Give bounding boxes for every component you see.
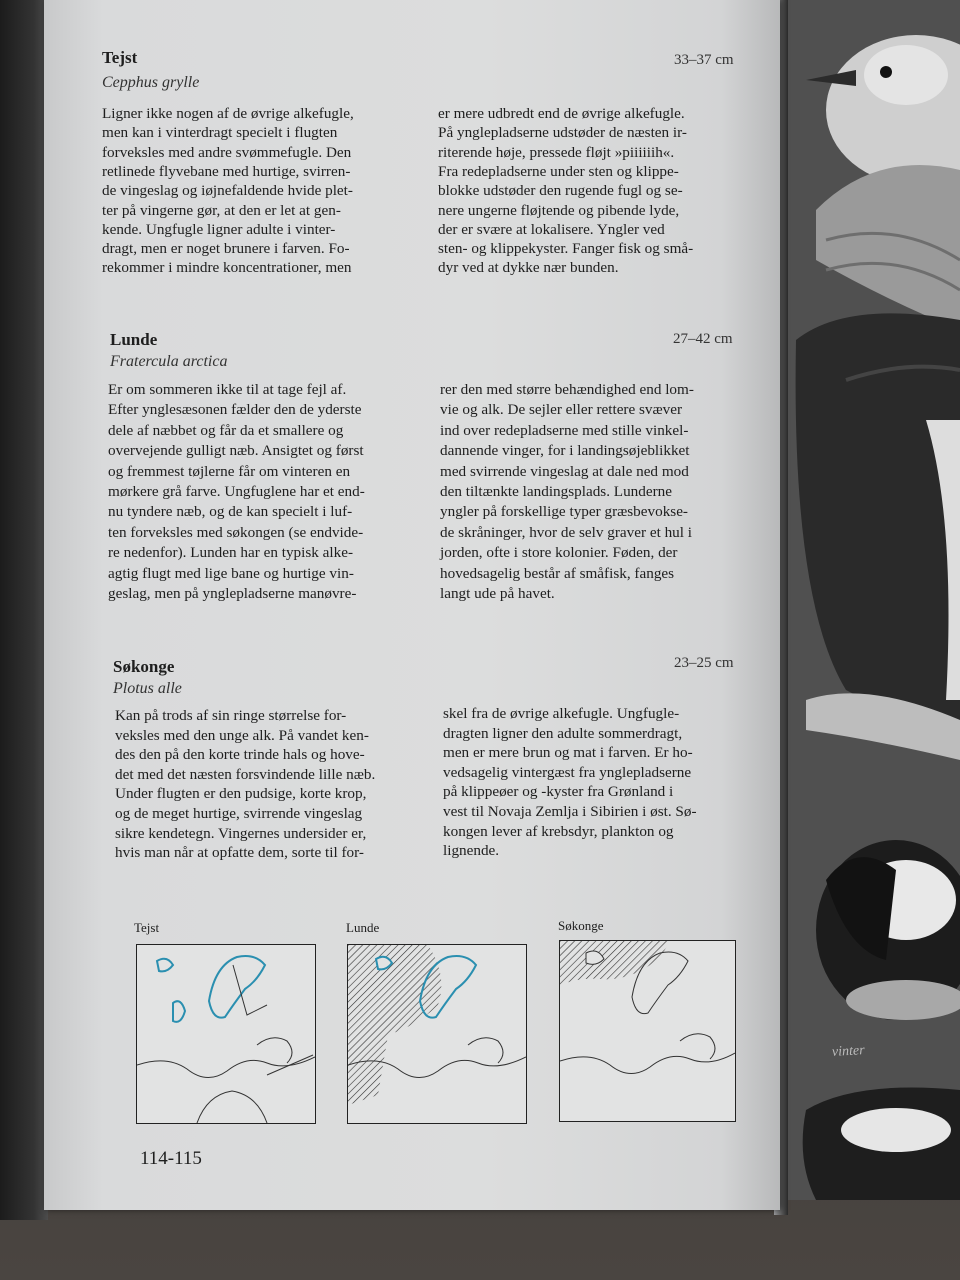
body-text-line: kende. Ungfugle ligner adulte i vinter- (102, 220, 336, 238)
body-text-line: hovedsagelig består af småfisk, fanges (440, 564, 675, 582)
body-text-line: men er mere brun og mat i farven. Er ho- (443, 744, 693, 762)
plate-caption: vinter (831, 1043, 866, 1060)
body-text-line: dyr ved at dykke nær bunden. (438, 259, 619, 277)
body-text-line: re nedenfor). Lunden har en typisk alke- (108, 544, 354, 562)
range-map-tejst (136, 944, 316, 1124)
body-text-line: skel fra de øvrige alkefugle. Ungfugle- (443, 705, 680, 722)
body-text-line: men kan i vinterdragt specielt i flugten (102, 124, 338, 142)
body-text-line: der er svære at lokalisere. Yngler ved (438, 220, 665, 238)
species-name: Lunde (110, 330, 158, 349)
page-number: 114-115 (140, 1148, 202, 1169)
body-text-line: blokke udstøder den rugende fugl og se- (438, 182, 683, 200)
species-latin-name: Plotus alle (113, 680, 182, 697)
species-name: Tejst (102, 48, 138, 67)
species-latin-name: Cepphus grylle (102, 74, 200, 91)
body-text-line: dragt, men er noget brunere i farven. Fo- (102, 240, 350, 258)
map-label: Tejst (134, 920, 160, 935)
bird-illustration-plate (786, 0, 960, 1200)
body-text-line: rekommer i mindre koncentrationer, men (102, 259, 352, 277)
body-text-line: Ligner ikke nogen af de øvrige alkefugle, (102, 105, 354, 122)
bird-illustration (786, 0, 960, 1200)
map-label: Lunde (346, 920, 380, 935)
body-text-line: Efter ynglesæsonen fælder den de yderste (108, 401, 362, 419)
body-text-line: dannende vinger, for i landingsøjeblikket (440, 442, 690, 460)
species-latin-name: Fratercula arctica (110, 353, 228, 370)
species-size: 33–37 cm (674, 52, 734, 68)
body-text-line: veksles med den unge alk. På vandet ken- (115, 726, 369, 744)
body-text-line: kongen lever af krebsdyr, plankton og (443, 822, 674, 840)
species-name: Søkonge (113, 657, 175, 676)
body-text-line: Fra redepladserne under sten og klippe- (438, 162, 679, 180)
body-text-line: mørkere grå farve. Ungfuglene har et end- (108, 483, 365, 500)
body-text-line: ten forveksles med søkongen (se endvide- (108, 523, 364, 541)
body-text-line: ter på vingerne gør, at den er let at gen- (102, 201, 341, 219)
body-text-line: jorden, ofte i store kolonier. Føden, der (440, 544, 678, 562)
body-text-line: yngler på forskellige typer græsbevokse- (440, 503, 688, 521)
species-size: 27–42 cm (673, 331, 733, 347)
body-text-line: på klippeøer og -kyster fra Grønland i (443, 783, 674, 801)
body-text-line: langt ude på havet. (440, 585, 555, 602)
map-label: Søkonge (558, 918, 604, 933)
body-text-line: sten- og klippekyster. Fanger fisk og små- (438, 240, 694, 258)
body-text-line: med svirrende vingeslag at dale ned mod (440, 462, 689, 480)
species-size: 23–25 cm (674, 655, 734, 671)
body-text-line: den tiltænkte landingsplads. Lunderne (440, 483, 672, 500)
body-text-line: vest til Novaja Zemlja i Sibirien i øst. Sø- (443, 803, 697, 820)
body-text-line: dragten ligner den adulte sommerdragt, (443, 724, 683, 742)
body-text-line: forveksles med andre svømmefugle. Den (102, 143, 352, 161)
body-text-line: geslag, men på ynglepladserne manøvre- (108, 585, 357, 602)
left-page-edge (0, 0, 48, 1220)
body-text-line: overvejende gulligt næb. Ansigtet og først (108, 442, 364, 460)
body-text-line: er mere udbredt end de øvrige alkefugle. (438, 105, 685, 122)
body-text-line: retlinede flyvebane med hurtige, svirren- (102, 162, 351, 180)
body-text-line: ind over redepladserne med stille vinkel- (440, 421, 689, 439)
body-text-line: og fremmest tøjlerne får om vinteren en (108, 462, 351, 480)
body-text-line: nu tyndere næb, og de kan specielt i luf- (108, 503, 353, 521)
body-text-line: hvis man når at opfatte dem, sorte til for- (115, 844, 364, 862)
body-text-line: agtig flugt med lige bane og hurtige vin- (108, 564, 354, 582)
body-text-line: des den på den korte trinde hals og hove- (115, 746, 365, 764)
body-text-line: nere ungerne fløjtende og pibende lyde, (438, 201, 680, 219)
body-text-line: dele af næbbet og får da et smallere og (108, 421, 344, 439)
body-text-line: vedsagelig vintergæst fra ynglepladserne (443, 763, 692, 781)
body-text-line: de vingeslag og iøjnefaldende hvide plet- (102, 182, 353, 200)
body-text-line: og de meget hurtige, svirrende vingeslag (115, 805, 363, 822)
range-map-sokonge (559, 940, 736, 1122)
body-text-line: det med det næsten forsvindende lille næb. (115, 765, 376, 783)
body-text-line: vie og alk. De sejler eller rettere svæver (440, 401, 683, 419)
body-text-line: rer den med større behændighed end lom- (440, 381, 694, 398)
body-text-line: Under flugten er den pudsige, korte krop, (115, 785, 367, 803)
body-text-line: Er om sommeren ikke til at tage fejl af. (108, 381, 347, 398)
range-map-lunde (347, 944, 527, 1124)
body-text-line: lignende. (443, 842, 500, 860)
body-text-line: Kan på trods af sin ringe størrelse for- (115, 707, 347, 724)
body-text-line: de skråninger, hvor de selv graver et hul i (440, 523, 693, 541)
body-text-line: På ynglepladserne udstøder de næsten ir- (438, 124, 687, 142)
body-text-line: riterende høje, pressede fløjt »piiiiiih«. (438, 143, 675, 161)
body-text-line: sikre kendetegn. Vingernes undersider er, (115, 824, 367, 842)
